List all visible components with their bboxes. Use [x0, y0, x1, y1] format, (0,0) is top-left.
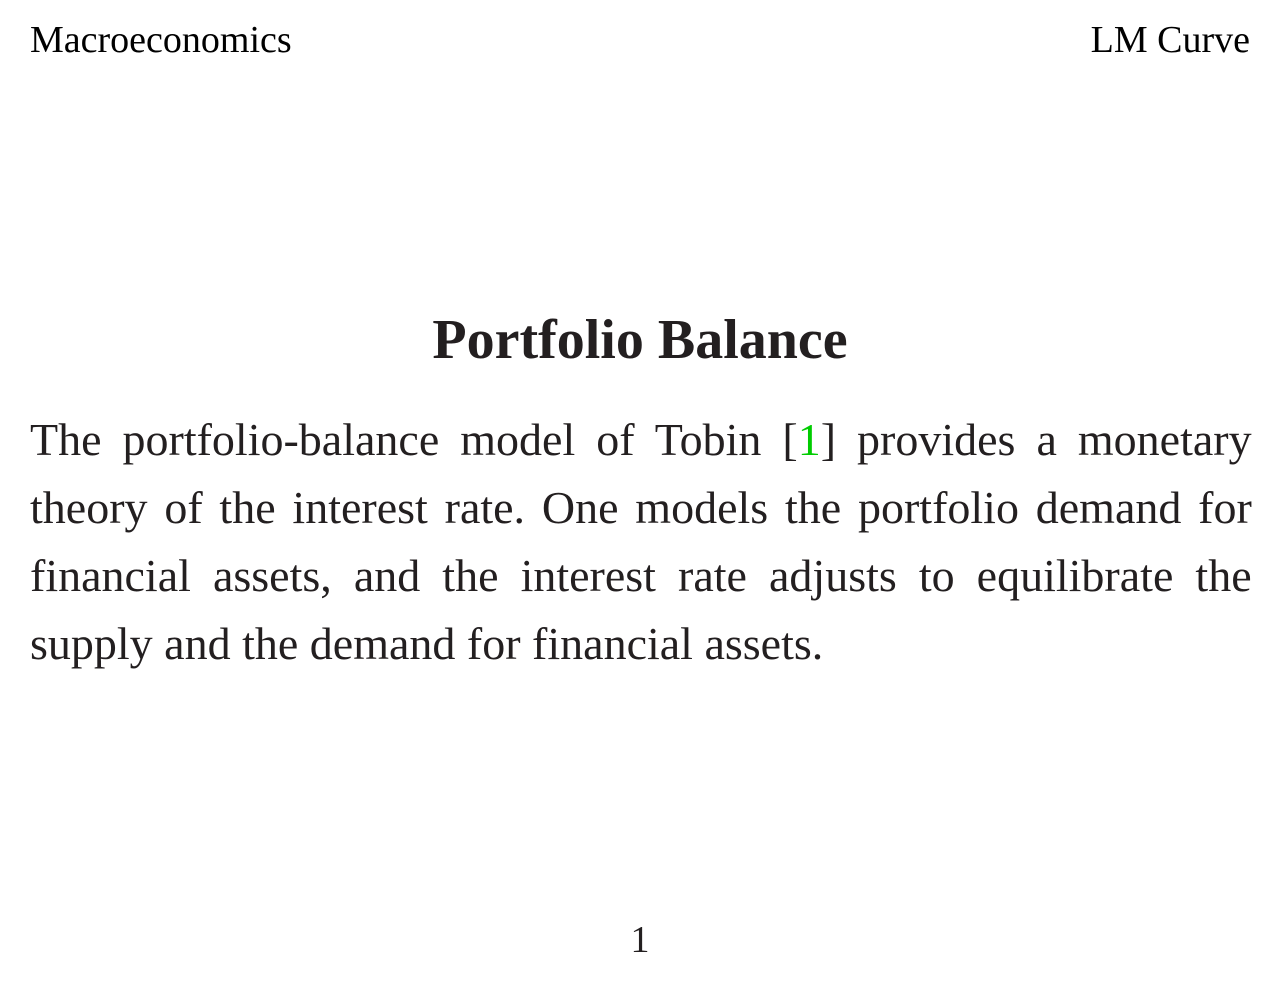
- running-header-topic: LM Curve: [1090, 19, 1250, 61]
- running-header-course: Macroeconomics: [30, 19, 292, 61]
- citation-link[interactable]: 1: [797, 414, 821, 465]
- body-text-segment: ] provides a monetary: [820, 414, 1252, 465]
- body-line-3: financial assets, and the interest rate adjusts to equilibrate the: [30, 550, 1252, 601]
- body-text-segment: The portfolio-balance model of Tobin [: [30, 414, 798, 465]
- body-line-1: [30, 406, 1252, 474]
- body-line-4: supply and the demand for financial assets.: [30, 618, 824, 669]
- body-line-2: theory of the interest rate. One models the portfolio demand for: [30, 482, 1252, 533]
- slide-title: Portfolio Balance: [432, 309, 848, 371]
- body-paragraph: [30, 406, 1252, 678]
- page-number: 1: [630, 919, 650, 961]
